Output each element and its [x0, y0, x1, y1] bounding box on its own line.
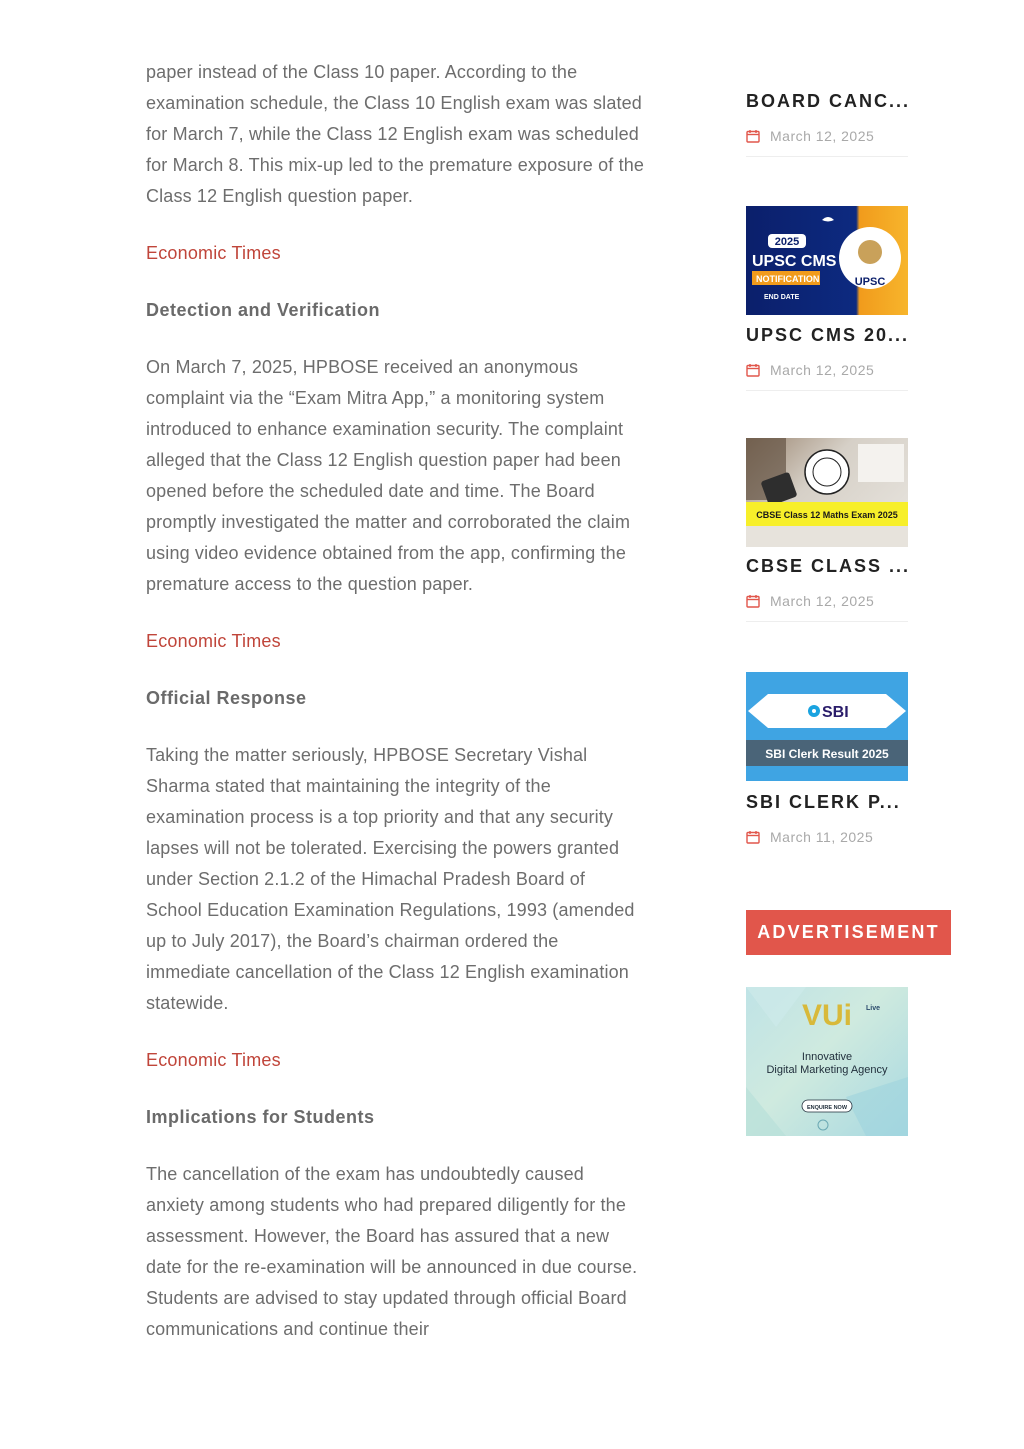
- calendar-icon: [746, 129, 760, 143]
- upsc-thumbnail-graphic: [746, 206, 908, 315]
- calendar-icon: [746, 594, 760, 608]
- article-paragraph: The cancellation of the exam has undoubtedly caused anxiety among students who had prepared diligently for the assessment. However, the Board has assured that a new date for the re-examination will be announced in due course. Students are advised to stay updated through official Board communications and continue their: [146, 1164, 638, 1339]
- post-title[interactable]: UPSC CMS 20...: [746, 325, 910, 345]
- ad-graphic: [746, 987, 908, 1136]
- ad-cta: ENQUIRE NOW: [806, 1105, 848, 1111]
- recent-post: [746, 206, 908, 391]
- source-link[interactable]: Economic Times: [146, 1050, 281, 1070]
- thumb-banner: SBI Clerk Result 2025: [765, 747, 889, 761]
- post-meta: [746, 128, 908, 157]
- post-thumbnail[interactable]: [746, 672, 908, 781]
- calendar-icon: [746, 830, 760, 844]
- advertisement-header: ADVERTISEMENT: [746, 910, 951, 955]
- article-body: [146, 57, 646, 1345]
- thumb-banner: CBSE Class 12 Maths Exam 2025: [756, 510, 898, 520]
- post-meta: [746, 829, 908, 857]
- post-date: March 11, 2025: [770, 829, 874, 845]
- post-meta: [746, 362, 908, 391]
- post-title[interactable]: SBI CLERK P...: [746, 792, 901, 812]
- section-heading: Official Response: [146, 688, 307, 708]
- ad-logo: VUi: [801, 999, 853, 1032]
- post-meta: [746, 593, 908, 622]
- post-date: March 12, 2025: [770, 362, 875, 378]
- calendar-icon: [746, 363, 760, 377]
- sbi-thumbnail-graphic: [746, 672, 908, 780]
- section-heading: Detection and Verification: [146, 300, 381, 320]
- thumb-headline: UPSC CMS: [752, 253, 837, 270]
- article-paragraph: On March 7, 2025, HPBOSE received an anonymous complaint via the “Exam Mitra App,” a monitoring system introduced to enhance examination security. The complaint alleged that the Class 12 English question paper had been opened before the scheduled date and time. The Board promptly investigated the matter and corroborated the claim using video evidence obtained from the app, confirming the premature access to the question paper.: [146, 357, 631, 594]
- cbse-thumbnail-graphic: [746, 438, 908, 547]
- post-thumbnail[interactable]: [746, 438, 908, 547]
- post-date: March 12, 2025: [770, 128, 875, 144]
- source-link[interactable]: Economic Times: [146, 631, 281, 651]
- ad-line2: Digital Marketing Agency: [766, 1064, 888, 1076]
- advertisement-banner[interactable]: [746, 987, 908, 1136]
- ad-logo-sup: Live: [866, 1005, 881, 1012]
- recent-post: [746, 90, 908, 157]
- thumb-seal-text: UPSC: [854, 276, 886, 288]
- post-date: March 12, 2025: [770, 593, 875, 609]
- thumb-sub: END DATE: [764, 294, 800, 301]
- article-paragraph: Taking the matter seriously, HPBOSE Secretary Vishal Sharma stated that maintaining the integrity of the examination process is a top priority and that any security lapses will not be tolerated. Exercising the powers granted under Section 2.1.2 of the Himachal Pradesh Board of School Education Examination Regulations, 1993 (amended up to July 2017), the Board’s chairman ordered the immediate cancellation of the Class 12 English examination statewide.: [146, 745, 635, 1013]
- section-heading: Implications for Students: [146, 1107, 375, 1127]
- post-title[interactable]: BOARD CANC...: [746, 91, 910, 111]
- thumb-badge: 2025: [774, 236, 800, 248]
- thumb-tag: NOTIFICATION: [756, 274, 820, 284]
- post-thumbnail[interactable]: [746, 206, 908, 315]
- ad-line1: Innovative: [801, 1051, 853, 1063]
- post-title[interactable]: CBSE CLASS ...: [746, 556, 911, 576]
- recent-post: [746, 438, 911, 622]
- source-link[interactable]: Economic Times: [146, 243, 281, 263]
- thumb-logo: SBI: [822, 704, 849, 721]
- article-paragraph: paper instead of the Class 10 paper. According to the examination schedule, the Class 10 English exam was slated for March 7, while the Class 12 English exam was scheduled for March 8. This mix-up led to the premature exposure of the Class 12 English question paper.: [146, 62, 645, 206]
- recent-post: [746, 672, 908, 857]
